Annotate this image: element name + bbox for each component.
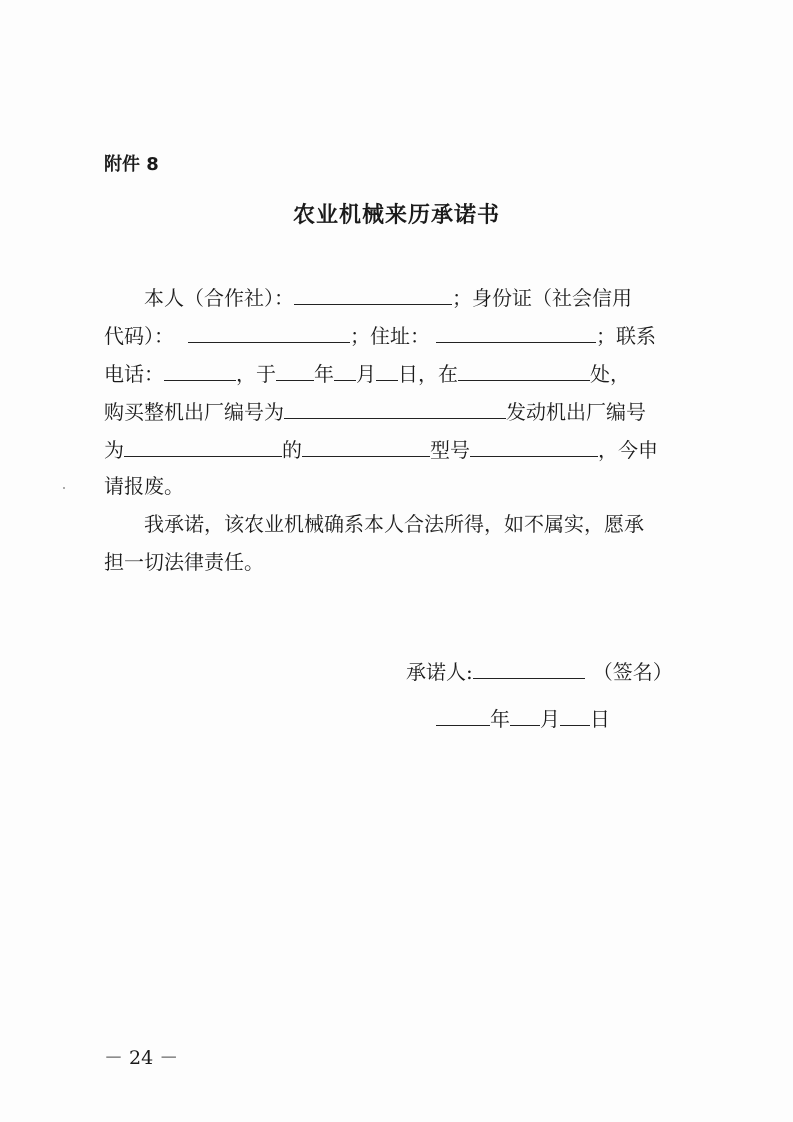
text: 的 <box>282 438 302 462</box>
para2-line1: 我承诺，该农业机械确系本人合法所得，如不属实，愿承 <box>144 512 644 536</box>
para1-line3 <box>104 360 630 386</box>
text: 日，在 <box>398 362 458 386</box>
machine-serial-blank[interactable] <box>284 398 506 419</box>
place-blank[interactable] <box>458 360 590 381</box>
purchase-month-blank[interactable] <box>334 360 356 381</box>
para1-line4 <box>104 398 646 424</box>
engine-serial-blank[interactable] <box>124 436 282 457</box>
para1-line2 <box>104 322 656 348</box>
attachment-label: 附件 8 <box>104 154 159 175</box>
name-blank[interactable] <box>294 284 452 305</box>
address-blank[interactable] <box>436 322 596 343</box>
para1-line6: 请报废。 <box>104 474 184 498</box>
text: 型号 <box>430 438 470 462</box>
text: ，于 <box>236 362 276 386</box>
year-label: 年 <box>490 707 510 731</box>
text: 电话： <box>104 362 164 386</box>
brand-blank[interactable] <box>302 436 430 457</box>
text: 年 <box>314 362 334 386</box>
document-title: 农业机械来历承诺书 <box>292 203 500 228</box>
model-blank[interactable] <box>470 436 598 457</box>
date-line <box>436 705 610 731</box>
text: ；身份证（社会信用 <box>452 286 632 310</box>
signature-blank[interactable] <box>473 658 585 679</box>
text: ；住址： <box>350 324 430 348</box>
phone-blank[interactable] <box>164 360 236 381</box>
text: ；联系 <box>596 324 656 348</box>
sign-day-blank[interactable] <box>560 705 590 726</box>
text: 为 <box>104 438 124 462</box>
text: 处， <box>590 362 630 386</box>
signature-note: （签名） <box>592 660 673 684</box>
text: 代码）： <box>104 324 174 348</box>
sign-year-blank[interactable] <box>436 705 490 726</box>
text: ，今申 <box>598 438 658 462</box>
para2-line2: 担一切法律责任。 <box>104 550 264 574</box>
purchase-year-blank[interactable] <box>276 360 314 381</box>
para1-line5 <box>104 436 658 462</box>
text: 本人（合作社）： <box>144 286 294 310</box>
signature-label: 承诺人: <box>406 660 473 684</box>
scan-speck <box>63 487 65 489</box>
month-label: 月 <box>540 707 560 731</box>
day-label: 日 <box>590 707 610 731</box>
purchase-day-blank[interactable] <box>376 360 398 381</box>
signature-line <box>406 658 673 684</box>
id-code-blank[interactable] <box>188 322 350 343</box>
page-number: － 24 － <box>104 1047 179 1069</box>
text: 发动机出厂编号 <box>506 400 646 424</box>
sign-month-blank[interactable] <box>510 705 540 726</box>
para1-line1 <box>144 284 632 310</box>
text: 购买整机出厂编号为 <box>104 400 284 424</box>
text: 月 <box>356 362 376 386</box>
